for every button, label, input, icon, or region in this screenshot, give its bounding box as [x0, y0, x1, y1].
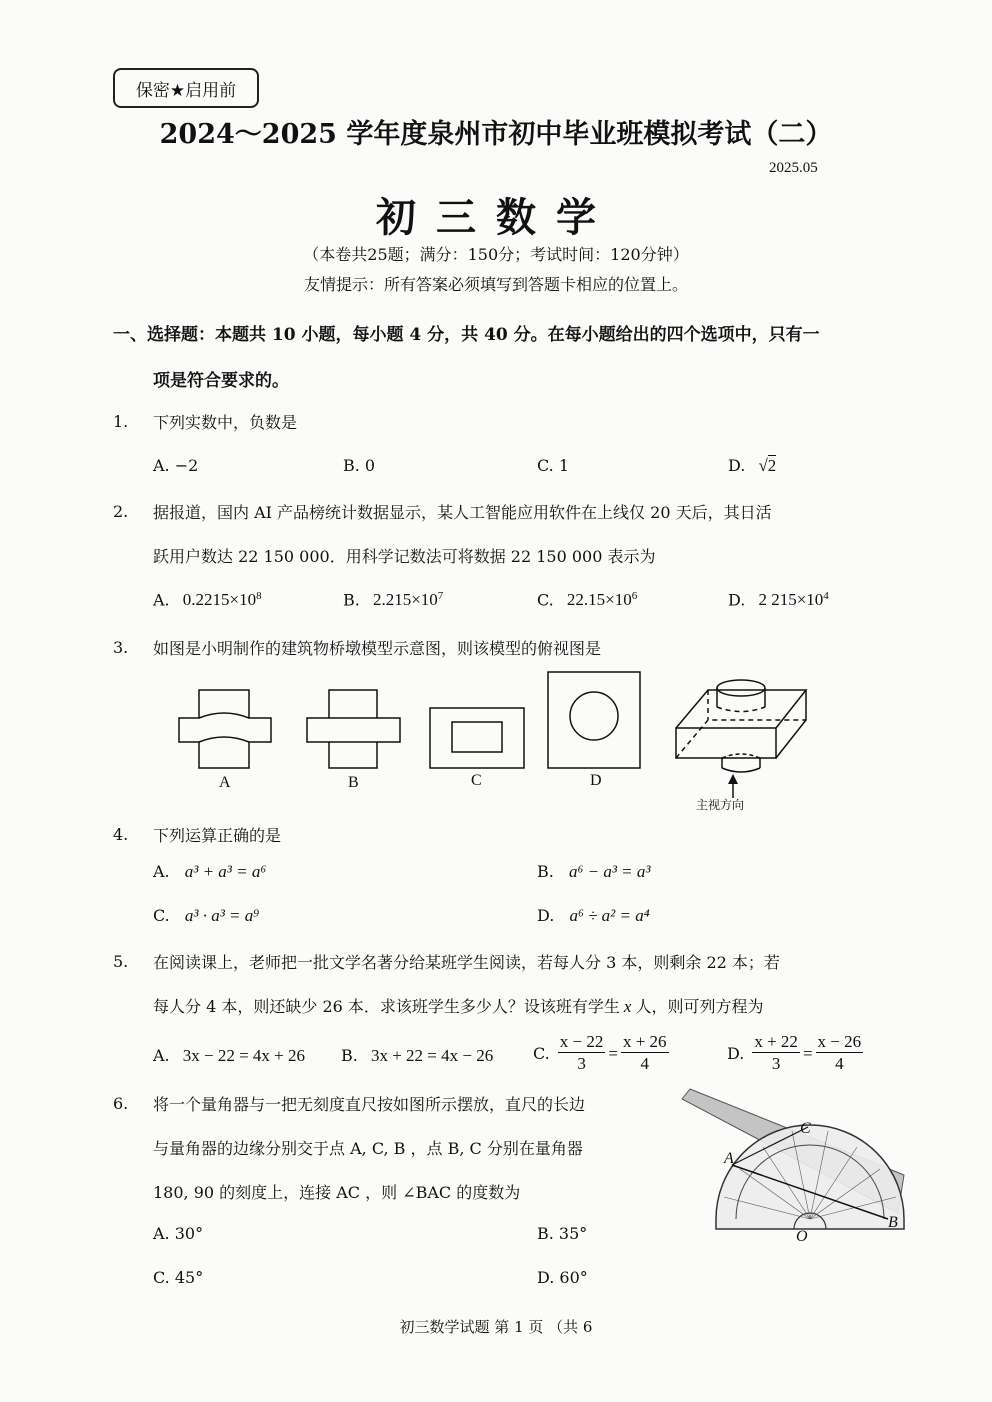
exponent: 6 — [631, 590, 638, 602]
option-label: C. — [537, 590, 554, 610]
option-expression: a³ + a³ = a⁶ — [184, 862, 267, 881]
model-cylinder-sides — [717, 688, 765, 707]
option-b: B. 0 — [343, 456, 376, 475]
option-label: D. — [537, 906, 555, 925]
option-label: B. — [343, 590, 360, 610]
option-d — [728, 590, 829, 610]
option-b: B. 35° — [537, 1224, 588, 1243]
option-b — [537, 862, 650, 882]
point-c-label: C — [800, 1120, 811, 1137]
option-d-square — [548, 672, 640, 768]
section-heading-cont: 项是符合要求的。 — [153, 371, 289, 391]
question-number: 2. — [113, 502, 129, 521]
option-value: 2.215×10 — [372, 590, 438, 610]
option-expression: 3x + 22 = 4x − 26 — [370, 1046, 494, 1065]
question-text-cont — [153, 994, 763, 1017]
fraction-right — [621, 1032, 669, 1075]
option-label: D. — [727, 1044, 745, 1063]
question-number: 1. — [113, 412, 129, 431]
text-segment: 每人分 4 本，则还缺少 26 本．求该班学生多少人？设该班有学生 — [153, 997, 620, 1016]
fraction-left — [558, 1032, 606, 1075]
numerator: x − 22 — [559, 1032, 604, 1051]
protractor-figure — [670, 1085, 910, 1245]
question-text: 据报道，国内 AI 产品榜统计数据显示，某人工智能应用软件在上线仅 20 天后，其日活 — [153, 503, 772, 522]
option-c — [153, 906, 259, 926]
option-label: B. — [341, 1046, 358, 1065]
option-a — [153, 862, 266, 882]
option-expression: 3x − 22 = 4x + 26 — [182, 1046, 305, 1065]
exponent: 7 — [437, 590, 444, 602]
question-text-cont: 跃用户数达 22 150 000．用科学记数法可将数据 22 150 000 表示为 — [153, 547, 656, 566]
figure-label-a: A — [219, 774, 231, 791]
point-o-label: O — [796, 1228, 808, 1245]
point-b-label: B — [888, 1214, 898, 1231]
option-expression: a⁶ − a³ = a³ — [568, 862, 651, 881]
option-label: A. — [153, 862, 170, 881]
option-c-inner — [452, 722, 502, 752]
point-a-label: A — [724, 1150, 734, 1167]
denominator: 4 — [835, 1054, 844, 1073]
option-label: A. — [153, 1046, 170, 1065]
question-number: 4. — [113, 825, 129, 844]
subject-title: 初三数学 — [376, 194, 616, 241]
option-d: D. 60° — [537, 1268, 588, 1287]
option-a-arc — [199, 713, 249, 742]
q3-figures — [0, 660, 992, 820]
option-label: D. — [728, 590, 746, 610]
equals-sign: = — [802, 1043, 813, 1063]
denominator: 4 — [640, 1054, 649, 1073]
fraction-right — [816, 1032, 864, 1075]
option-label: C. — [533, 1044, 550, 1063]
question-text-cont: 180, 90 的刻度上，连接 AC ，则 ∠BAC 的度数为 — [153, 1183, 521, 1202]
option-c-outer — [430, 708, 524, 768]
view-arrow-head — [728, 774, 738, 784]
page-footer: 初三数学试题 第 1 页 （共 6 — [399, 1318, 593, 1336]
text-segment: 人，则可列方程为 — [635, 997, 764, 1016]
option-d — [728, 456, 776, 476]
option-b-figure — [307, 690, 400, 768]
option-a-figure — [179, 690, 271, 768]
exam-date: 2025.05 — [769, 160, 818, 176]
exponent: 4 — [823, 590, 829, 602]
option-c: C. 45° — [153, 1268, 204, 1287]
question-text: 如图是小明制作的建筑物桥墩模型示意图，则该模型的俯视图是 — [153, 639, 602, 658]
option-expression: a³ · a³ = a⁹ — [184, 906, 260, 925]
model-bottom-cylinder — [722, 758, 760, 772]
option-b — [343, 590, 443, 610]
numerator: x + 22 — [754, 1032, 798, 1051]
figure-label-c: C — [471, 772, 482, 789]
exam-info: （本卷共25题；满分：150分；考试时间：120分钟） — [303, 245, 689, 264]
question-number: 5. — [113, 952, 129, 971]
option-c: C. 1 — [537, 456, 570, 475]
equals-sign: = — [608, 1043, 618, 1063]
question-number: 6. — [113, 1094, 129, 1113]
section-heading: 一、选择题：本题共 10 小题，每小题 4 分，共 40 分。在每小题给出的四个选项中，只有一 — [113, 325, 820, 345]
option-d — [727, 1032, 863, 1075]
model-cylinder-top — [717, 680, 765, 696]
model-slab-hidden — [676, 690, 806, 758]
denominator: 3 — [771, 1054, 781, 1073]
question-text: 下列运算正确的是 — [153, 826, 282, 845]
variable: x — [623, 997, 632, 1016]
option-label: C. — [153, 906, 170, 925]
option-label: A. — [153, 590, 170, 610]
numerator: x + 26 — [622, 1032, 667, 1051]
denominator: 3 — [577, 1054, 586, 1073]
question-text: 下列实数中，负数是 — [153, 413, 298, 432]
figure-label-d: D — [590, 772, 602, 789]
model-cylinder-base — [717, 707, 765, 712]
exponent: 8 — [256, 590, 262, 602]
option-value: 22.15×10 — [566, 590, 632, 610]
sqrt-expression: √2 — [758, 456, 777, 475]
model-slab-front — [676, 728, 776, 758]
option-d — [537, 906, 650, 926]
option-a — [153, 1046, 305, 1066]
option-value: 2 215×10 — [758, 590, 824, 610]
option-expression: a⁶ ÷ a² = a⁴ — [569, 906, 650, 925]
option-label: D. — [728, 456, 746, 475]
question-text-cont: 与量角器的边缘分别交于点 A, C, B ，点 B, C 分别在量角器 — [153, 1139, 583, 1158]
confidential-mark: 保密★启用前 — [113, 68, 259, 108]
option-value: 0.2215×10 — [182, 590, 257, 610]
option-d-circle — [570, 692, 618, 740]
option-label: B. — [537, 862, 554, 881]
option-a — [153, 590, 262, 610]
option-a: A. 30° — [153, 1224, 204, 1243]
radicand: 2 — [767, 456, 777, 475]
question-text: 在阅读课上，老师把一批文学名著分给某班学生阅读，若每人分 3 本，则剩余 22 本；若 — [153, 953, 780, 972]
model-slab-top — [676, 690, 806, 758]
option-b — [341, 1046, 493, 1066]
view-direction-label: 主视方向 — [696, 798, 745, 812]
option-c — [537, 590, 637, 610]
exam-title: 2024～2025 学年度泉州市初中毕业班模拟考试（二） — [159, 119, 833, 150]
option-a: A. −2 — [153, 456, 199, 475]
fraction-left — [752, 1032, 800, 1075]
option-c — [533, 1032, 669, 1075]
question-text: 将一个量角器与一把无刻度直尺按如图所示摆放，直尺的长边 — [153, 1095, 586, 1114]
answer-tip: 友情提示：所有答案必须填写到答题卡相应的位置上。 — [303, 275, 688, 294]
numerator: x − 26 — [817, 1032, 862, 1051]
question-number: 3. — [113, 638, 129, 657]
figure-label-b: B — [348, 774, 359, 791]
